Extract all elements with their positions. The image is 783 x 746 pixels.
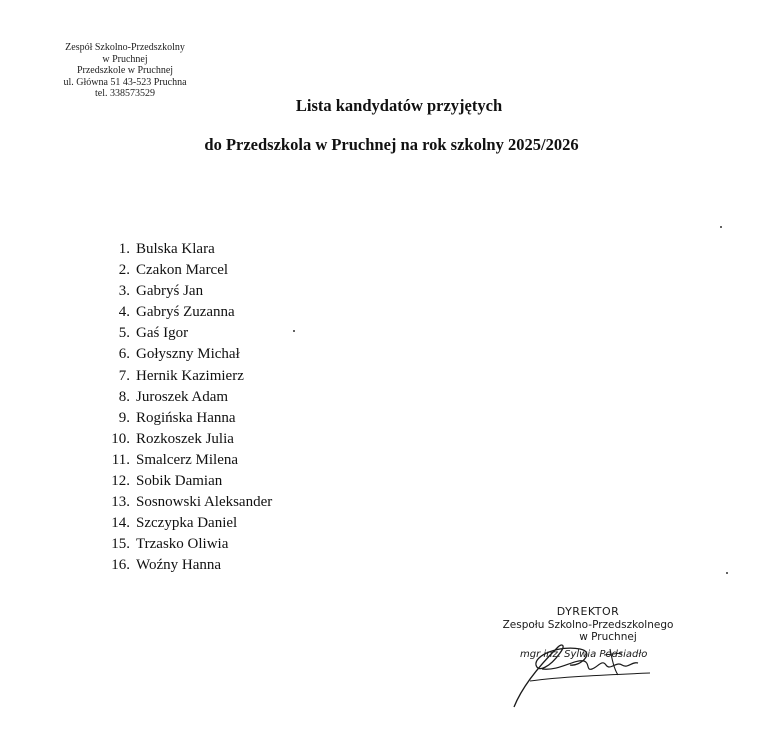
candidate-name: Sobik Damian — [136, 473, 223, 490]
candidate-item — [104, 513, 272, 534]
candidate-number: 15. — [111, 536, 130, 553]
candidate-name: Gołyszny Michał — [136, 346, 240, 363]
stamp-line-school: Zespół Szkolno-Przedszkolny — [65, 42, 185, 53]
stamp-line-address: ul. Główna 51 43-523 Pruchna — [63, 76, 187, 88]
candidate-number: 11. — [111, 451, 130, 468]
signature-org-line2: w Pruchnej — [579, 631, 637, 643]
candidate-item — [104, 471, 272, 492]
candidate-name: Rogińska Hanna — [136, 409, 236, 426]
candidate-name: Hernik Kazimierz — [136, 367, 244, 384]
candidate-item — [104, 492, 272, 513]
signature-org-line1: Zespołu Szkolno-Przedszkolnego — [502, 619, 674, 631]
candidate-number: 7. — [118, 367, 130, 384]
school-stamp — [30, 42, 220, 100]
candidate-name: Trzasko Oliwia — [136, 536, 229, 553]
stamp-line-preschool: Przedszkole w Pruchnej — [76, 65, 174, 76]
candidate-name: Bulska Klara — [136, 241, 215, 257]
candidate-name: Juroszek Adam — [136, 388, 229, 405]
signature-block — [490, 605, 686, 660]
candidate-number: 1. — [118, 241, 130, 257]
candidate-item — [104, 260, 272, 281]
candidate-item — [104, 387, 272, 408]
candidate-number: 2. — [118, 262, 130, 279]
candidate-number: 13. — [111, 494, 130, 511]
candidate-item — [104, 429, 272, 450]
document-title: Lista kandydatów przyjętych — [295, 96, 503, 115]
document-subtitle: do Przedszkola w Pruchnej na rok szkolny 2025/2026 — [204, 135, 579, 154]
stamp-line-phone: tel. 338573529 — [95, 88, 155, 99]
candidate-name: Szczypka Daniel — [136, 515, 238, 532]
stamp-line-town: w Pruchnej — [102, 53, 148, 65]
candidate-item — [104, 408, 272, 429]
scan-speck — [720, 226, 722, 228]
candidate-number: 12. — [111, 473, 130, 490]
candidate-number: 6. — [118, 346, 130, 363]
candidate-item — [104, 239, 272, 260]
candidate-number: 8. — [118, 388, 130, 405]
candidate-number: 10. — [111, 430, 130, 447]
signature-name: mgr inż. Sylwia Podsiadło — [520, 649, 648, 660]
candidate-list — [104, 239, 272, 577]
candidate-number: 5. — [118, 325, 130, 342]
candidate-name: Sosnowski Aleksander — [136, 494, 273, 511]
candidate-item — [104, 534, 272, 555]
scan-speck — [293, 330, 295, 332]
candidate-item — [104, 555, 272, 576]
candidate-name: Czakon Marcel — [136, 262, 229, 279]
candidate-item — [104, 302, 272, 323]
candidate-item — [104, 323, 272, 344]
candidate-name: Rozkoszek Julia — [136, 430, 234, 447]
candidate-number: 4. — [118, 304, 130, 321]
candidate-name: Woźny Hanna — [136, 557, 222, 574]
candidate-name: Smalcerz Milena — [136, 451, 239, 468]
candidate-item — [104, 344, 272, 365]
candidate-name: Gabryś Zuzanna — [136, 304, 235, 321]
candidate-name: Gaś Igor — [136, 325, 189, 342]
scan-speck — [726, 572, 728, 574]
candidate-item — [104, 366, 272, 387]
candidate-item — [104, 450, 272, 471]
signature-role: DYREKTOR — [556, 605, 620, 618]
candidate-name: Gabryś Jan — [136, 283, 204, 300]
handwritten-signature — [500, 625, 660, 715]
candidate-number: 16. — [111, 557, 130, 574]
candidate-item — [104, 281, 272, 302]
candidate-number: 3. — [118, 283, 130, 300]
candidate-number: 14. — [111, 515, 130, 532]
candidate-number: 9. — [118, 409, 130, 426]
